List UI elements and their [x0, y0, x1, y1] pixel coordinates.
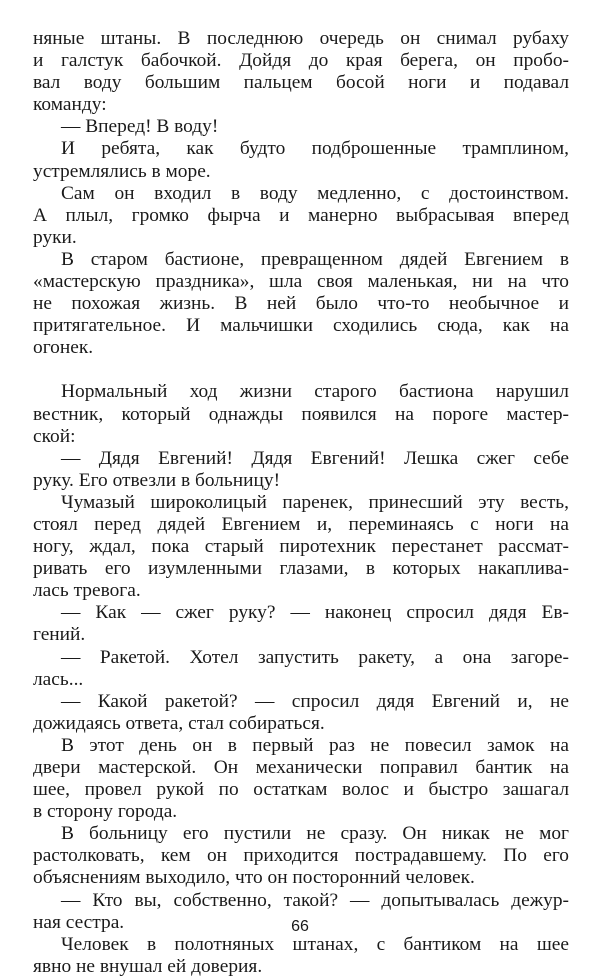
- paragraph: [33, 691, 569, 735]
- text-line: — Как — сжег руку? — наконец спросил дядя Ев-: [61, 602, 569, 624]
- text-line: огонек.: [33, 337, 94, 359]
- text-line: ской:: [33, 425, 76, 447]
- text-line: стоял перед дядей Евгением и, переминаясь с ноги на: [33, 513, 569, 535]
- paragraph: [33, 647, 569, 691]
- paragraph: [33, 602, 569, 646]
- paragraph: [33, 934, 569, 978]
- paragraph: [33, 735, 569, 823]
- text-line: гений.: [33, 624, 86, 646]
- paragraph: [33, 116, 569, 138]
- paragraph: [33, 28, 569, 116]
- text-line: шее, провел рукой по остаткам волос и быстро зашагал: [33, 779, 569, 801]
- page-body: [33, 28, 569, 978]
- text-line: растолковать, кем он приходится пострадавшему. По его: [33, 845, 569, 867]
- text-line: В старом бастионе, превращенном дядей Евгением в: [61, 248, 569, 270]
- text-line: лась...: [33, 668, 84, 690]
- text-line: руку. Его отвезли в больницу!: [33, 469, 281, 491]
- text-line: дожидаясь ответа, стал собираться.: [33, 712, 325, 734]
- paragraph: [33, 138, 569, 182]
- text-line: двери мастерской. Он механически поправил бантик на: [33, 757, 569, 778]
- text-line: В этот день он в первый раз не повесил замок на: [61, 734, 569, 756]
- text-line: команду:: [33, 94, 107, 116]
- text-line: притягательное. И мальчишки сходились сюда, как на: [33, 315, 569, 337]
- paragraph: [33, 823, 569, 889]
- text-line: в сторону города.: [33, 801, 178, 823]
- text-line: И ребята, как будто подброшенные трамплином,: [61, 138, 569, 160]
- page-number: 66: [291, 918, 309, 935]
- text-line: явно не внушал ей доверия.: [33, 955, 263, 977]
- text-line: не похожая жизнь. В ней было что-то необычное и: [33, 293, 569, 315]
- text-line: ногу, ждал, пока старый пиротехник перестанет рассмат-: [33, 536, 569, 558]
- paragraph-gap: [33, 359, 569, 381]
- text-line: устремлялись в море.: [33, 160, 211, 182]
- text-line: Человек в полотняных штанах, с бантиком на шее: [61, 933, 569, 955]
- paragraph: [33, 448, 569, 492]
- text-line: — Ракетой. Хотел запустить ракету, а она загоре-: [61, 646, 569, 668]
- text-line: «мастерскую праздника», шла своя маленькая, ни на что: [33, 271, 569, 293]
- text-line: ривать его изумленными глазами, в которых накаплива-: [33, 558, 569, 580]
- text-line: вал воду большим пальцем босой ноги и подавал: [33, 72, 569, 94]
- text-line: — Дядя Евгений! Дядя Евгений! Лешка сжег себе: [61, 447, 569, 469]
- text-line: — Вперед! В воду!: [61, 116, 219, 138]
- text-line: ная сестра.: [33, 911, 125, 933]
- text-line: — Какой ракетой? — спросил дядя Евгений и, не: [61, 690, 569, 712]
- text-line: — Кто вы, собственно, такой? — допытывалась дежур-: [61, 889, 569, 911]
- paragraph: [33, 381, 569, 447]
- text-line: Сам он входил в воду медленно, с достоинством.: [61, 182, 569, 204]
- text-line: руки.: [33, 226, 77, 248]
- text-line: А плыл, громко фырча и манерно выбрасывая вперед: [33, 204, 569, 226]
- text-line: лась тревога.: [33, 580, 141, 602]
- text-line: няные штаны. В последнюю очередь он снимал рубаху: [33, 28, 569, 49]
- text-line: В больницу его пустили не сразу. Он никак не мог: [61, 823, 569, 845]
- text-line: Чумазый широколицый паренек, принесший эту весть,: [61, 491, 569, 513]
- paragraph: [33, 183, 569, 249]
- paragraph: [33, 249, 569, 359]
- text-line: объяснениям выходило, что он посторонний человек.: [33, 867, 475, 889]
- paragraph: [33, 492, 569, 602]
- text-line: Нормальный ход жизни старого бастиона нарушил: [61, 381, 569, 403]
- text-line: вестник, который однажды появился на пороге мастер-: [33, 403, 569, 425]
- text-line: и галстук бабочкой. Дойдя до края берега, он пробо-: [33, 50, 569, 72]
